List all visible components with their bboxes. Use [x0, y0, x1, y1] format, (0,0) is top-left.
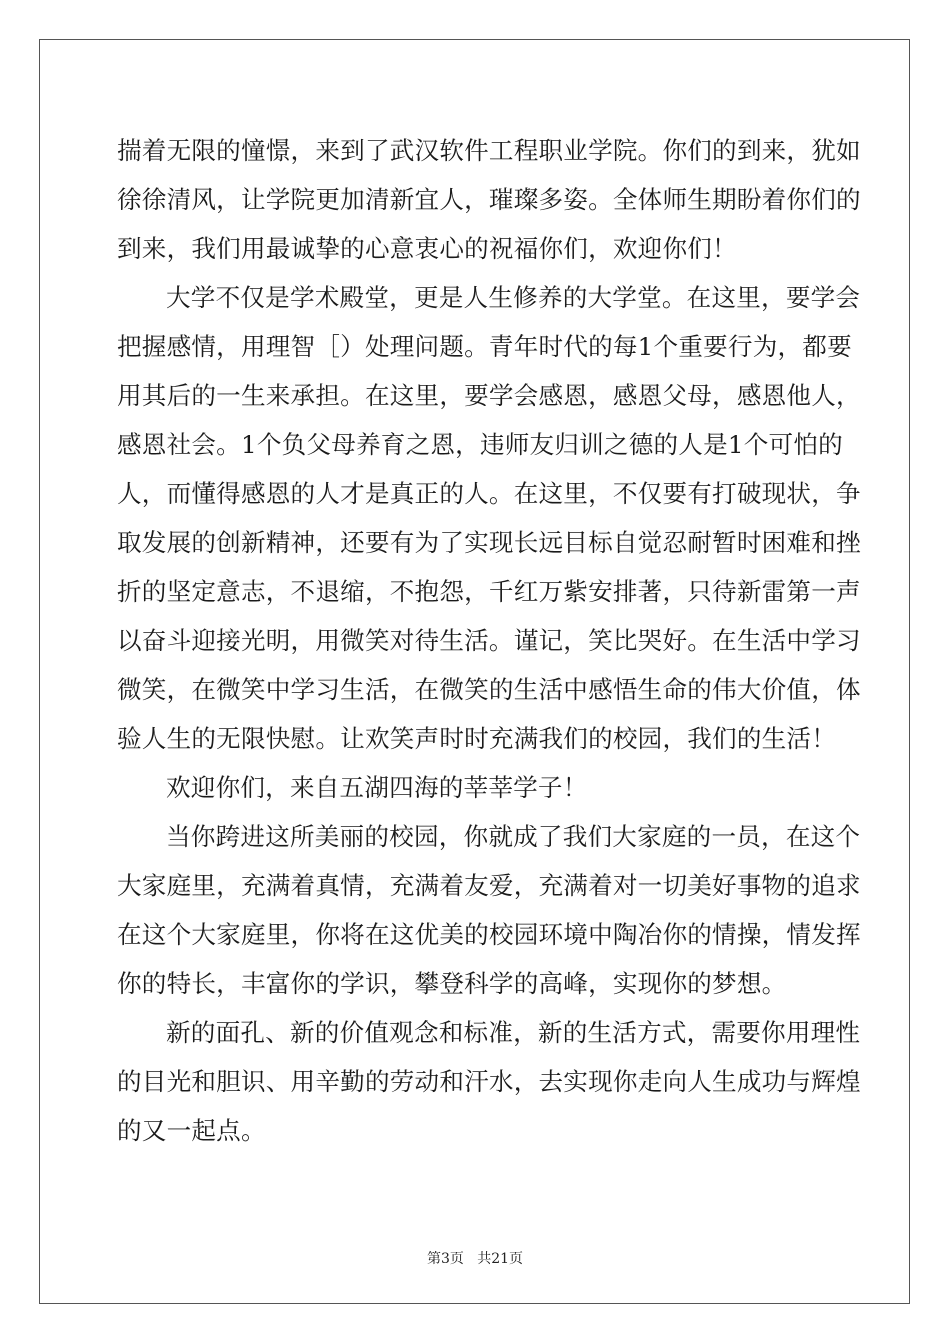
paragraph-start-line: 当你跨进这所美丽的校园，你就成了我们大家庭的一员，在这个 — [166, 822, 861, 851]
text-line: 人，而懂得感恩的人才是真正的人。在这里，不仅要有打破现状，争 — [117, 479, 861, 508]
document-body — [117, 126, 861, 1155]
text-line: 用其后的一生来承担。在这里，要学会感恩，感恩父母，感恩他人， — [117, 381, 861, 410]
text-line: 揣着无限的憧憬，来到了武汉软件工程职业学院。你们的到来，犹如 — [117, 136, 861, 165]
paragraph-start-line: 大学不仅是学术殿堂，更是人生修养的大学堂。在这里，要学会 — [166, 283, 861, 312]
text-line: 你的特长，丰富你的学识，攀登科学的高峰，实现你的梦想。 — [117, 969, 787, 998]
text-line: 折的坚定意志，不退缩，不抱怨，千红万紫安排著，只待新雷第一声 — [117, 577, 861, 606]
text-line: 验人生的无限快慰。让欢笑声时时充满我们的校园，我们的生活！ — [117, 724, 837, 753]
text-line: 以奋斗迎接光明，用微笑对待生活。谨记，笑比哭好。在生活中学习 — [117, 626, 861, 655]
text-line: 微笑，在微笑中学习生活，在微笑的生活中感悟生命的伟大价值，体 — [117, 675, 861, 704]
text-line: 感恩社会。1个负父母养育之恩，违师友归训之德的人是1个可怕的 — [117, 430, 843, 459]
text-line: 取发展的创新精神，还要有为了实现长远目标自觉忍耐暂时困难和挫 — [117, 528, 861, 557]
text-line: 的目光和胆识、用辛勤的劳动和汗水，去实现你走向人生成功与辉煌 — [117, 1067, 861, 1096]
text-line: 的又一起点。 — [117, 1116, 266, 1145]
text-line: 大家庭里，充满着真情，充满着友爱，充满着对一切美好事物的追求 — [117, 871, 861, 900]
paragraph-start-line: 新的面孔、新的价值观念和标准，新的生活方式，需要你用理性 — [166, 1018, 861, 1047]
text-line: 把握感情，用理智［）处理问题。青年时代的每1个重要行为，都要 — [117, 332, 852, 361]
page-number-footer: 第3页 共21页 — [426, 1251, 524, 1267]
text-line: 徐徐清风，让学院更加清新宜人，璀璨多姿。全体师生期盼着你们的 — [117, 185, 861, 214]
text-line: 在这个大家庭里，你将在这优美的校园环境中陶冶你的情操，情发挥 — [117, 920, 861, 949]
paragraph-start-line: 欢迎你们，来自五湖四海的莘莘学子！ — [166, 773, 588, 802]
text-line: 到来，我们用最诚挚的心意衷心的祝福你们，欢迎你们！ — [117, 234, 737, 263]
